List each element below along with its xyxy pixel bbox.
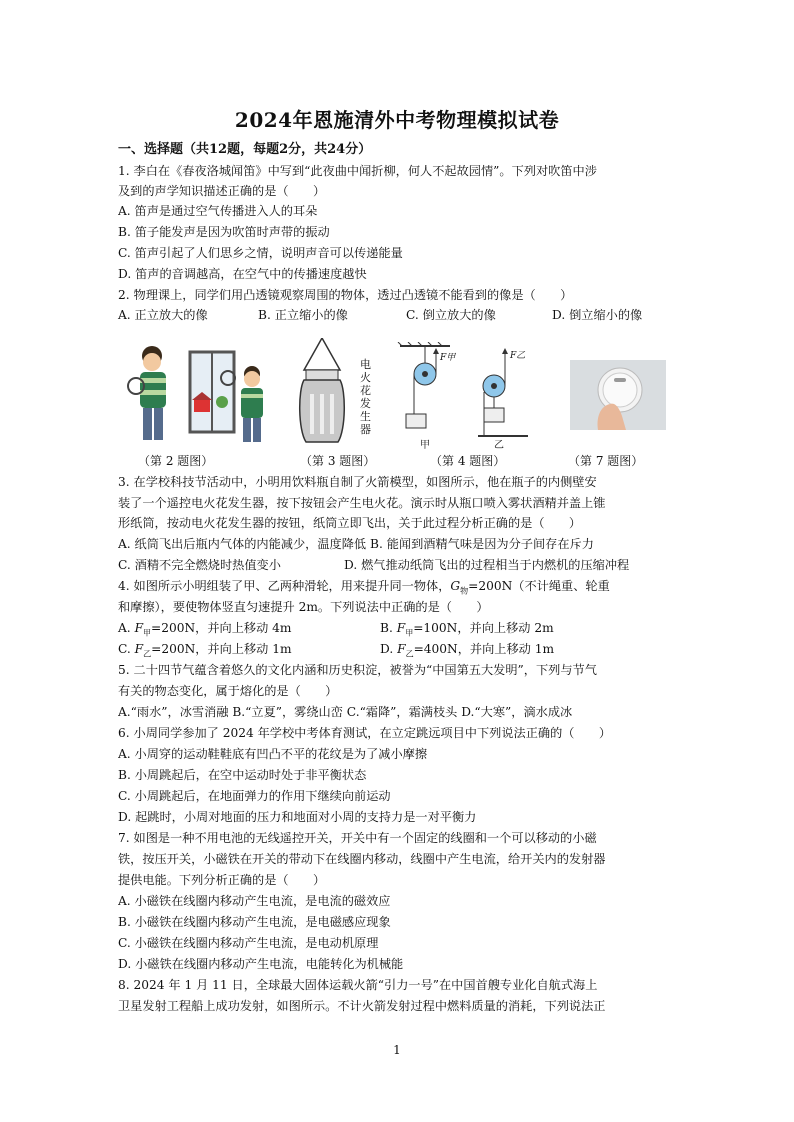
q8-stem-line-1: 8. 2024 年 1 月 11 日，全球最大固体运载火箭“引力一号”在中国首艘专业化自航式海上: [118, 978, 598, 992]
q7-stem-line-3: 提供电能。下列分析正确的是（ ）: [118, 873, 326, 887]
q4-option-d: D. $F_乙=400N$，并向上移动 1m: [380, 642, 555, 659]
figure-7-caption: （第 7 题图）: [568, 454, 644, 468]
q4-g-subscript: 物: [460, 586, 469, 596]
q4-stem-line-1: [118, 578, 678, 599]
q4-option-c: C. $F_乙=200N$，并向上移动 1m: [118, 642, 292, 659]
q1-option-d: D. 笛声的音调越高，在空气中的传播速度越快: [118, 267, 367, 281]
page-number: 1: [393, 1043, 401, 1057]
q7-option-d: D. 小磁铁在线圈内移动产生电流，电能转化为机械能: [118, 957, 404, 971]
q2-option-d: D. 倒立缩小的像: [552, 308, 643, 322]
q6-stem: 6. 小周同学参加了 2024 年学校中考体育测试，在立定跳远项目中下列说法正确的（ ）: [118, 726, 612, 740]
figure-strip: [118, 338, 678, 451]
q3-option-d: D. 燃气推动纸筒飞出的过程相当于内燃机的压缩冲程: [344, 558, 630, 572]
q7-option-b: B. 小磁铁在线圈内移动产生电流，是电磁感应现象: [118, 915, 391, 929]
figure-4-yi-label: 乙: [494, 440, 504, 451]
q3-stem-line-3: 形纸筒，按动电火花发生器的按钮，纸筒立即飞出，关于此过程分析正确的是（ ）: [118, 516, 582, 530]
q4-option-b: B. $F_甲=100N$，并向上移动 2m: [380, 621, 554, 638]
figure-3-generator-label: 电火花发生器: [360, 358, 371, 436]
figure-4-caption: （第 4 题图）: [430, 454, 506, 468]
q2-stem: 2. 物理课上，同学们用凸透镜观察周围的物体，透过凸透镜不能看到的像是（ ）: [118, 288, 573, 302]
q6-option-a: A. 小周穿的运动鞋鞋底有凹凸不平的花纹是为了减小摩擦: [118, 747, 428, 761]
q5-stem-line-1: 5. 二十四节气蕴含着悠久的文化内涵和历史积淀，被誉为“中国第五大发明”，下列与节气: [118, 663, 597, 677]
figure-4-jia-label: 甲: [420, 440, 430, 451]
q3-stem-line-2: 装了一个遥控电火花发生器，按下按钮会产生电火花。演示时从瓶口喷入雾状酒精并盖上锥: [118, 496, 606, 510]
q3-option-c: C. 酒精不完全燃烧时热值变小: [118, 558, 281, 572]
figure-2-illustration: [124, 342, 278, 446]
q4-stem-line-2: 和摩擦），要使物体竖直匀速提升 2m。下列说法中正确的是（ ）: [118, 600, 489, 614]
q6-option-c: C. 小周跳起后，在地面弹力的作用下继续向前运动: [118, 789, 391, 803]
q7-option-a: A. 小磁铁在线圈内移动产生电流，是电流的磁效应: [118, 894, 391, 908]
q3-options-ab: A. 纸筒飞出后瓶内气体的内能减少，温度降低 B. 能闻到酒精气味是因为分子间存在斥力: [118, 537, 594, 551]
q4-option-a: A. $F_甲=200N$，并向上移动 4m: [118, 621, 292, 638]
figure-4-f-jia: F甲: [440, 353, 456, 363]
q4-stem-part-b: =200N（不计绳重、轮重: [468, 579, 610, 593]
q6-option-b: B. 小周跳起后，在空中运动时处于非平衡状态: [118, 768, 367, 782]
figure-2-caption: （第 2 题图）: [138, 454, 214, 468]
figure-7-wireless-switch: [570, 360, 666, 430]
q2-option-b: B. 正立缩小的像: [258, 308, 348, 322]
q7-option-c: C. 小磁铁在线圈内移动产生电流，是电动机原理: [118, 936, 379, 950]
q1-option-a: A. 笛声是通过空气传播进入人的耳朵: [118, 204, 318, 218]
q8-stem-line-2: 卫星发射工程船上成功发射，如图所示。不计火箭发射过程中燃料质量的消耗，下列说法正: [118, 999, 606, 1013]
q4-options-cd: [118, 641, 678, 662]
figure-4-f-yi: F乙: [510, 351, 526, 361]
figure-3-caption: （第 3 题图）: [300, 454, 376, 468]
page-title: 2024年恩施清外中考物理模拟试卷: [234, 108, 560, 132]
q1-stem-line-2: 及到的声学知识描述正确的是（ ）: [118, 184, 326, 198]
q4-g-symbol: G: [450, 579, 461, 593]
section-title: 一、选择题（共12题，每题2分，共24分）: [118, 142, 372, 157]
q7-stem-line-1: 7. 如图是一种不用电池的无线遥控开关，开关中有一个固定的线圈和一个可以移动的小磁: [118, 831, 597, 845]
q5-options: A.“雨水”，冰雪消融 B.“立夏”，雾绕山峦 C.“霜降”，霜满枝头 D.“大寒”，滴水成冰: [118, 705, 573, 719]
q6-option-d: D. 起跳时，小周对地面的压力和地面对小周的支持力是一对平衡力: [118, 810, 477, 824]
q2-option-a: A. 正立放大的像: [118, 308, 208, 322]
q3-options-cd: [118, 557, 678, 573]
q7-stem-line-2: 铁，按压开关，小磁铁在开关的带动下在线圈内移动，线圈中产生电流，给开关内的发射器: [118, 852, 606, 866]
q5-stem-line-2: 有关的物态变化，属于熔化的是（ ）: [118, 684, 338, 698]
q3-stem-line-1: 3. 在学校科技节活动中，小明用饮料瓶自制了火箭模型，如图所示，他在瓶子的内侧壁安: [118, 475, 597, 489]
q4-options-ab: [118, 620, 678, 641]
q1-stem-line-1: 1. 李白在《春夜洛城闻笛》中写到“此夜曲中闻折柳，何人不起故园情”。下列对吹笛中涉: [118, 164, 597, 178]
q4-stem-part-a: 4. 如图所示小明组装了甲、乙两种滑轮，用来提升同一物体，: [118, 579, 451, 593]
q1-option-c: C. 笛声引起了人们思乡之情，说明声音可以传递能量: [118, 246, 403, 260]
q2-options: [118, 307, 678, 323]
q2-option-c: C. 倒立放大的像: [406, 308, 496, 322]
q1-option-b: B. 笛子能发声是因为吹笛时声带的振动: [118, 225, 330, 239]
